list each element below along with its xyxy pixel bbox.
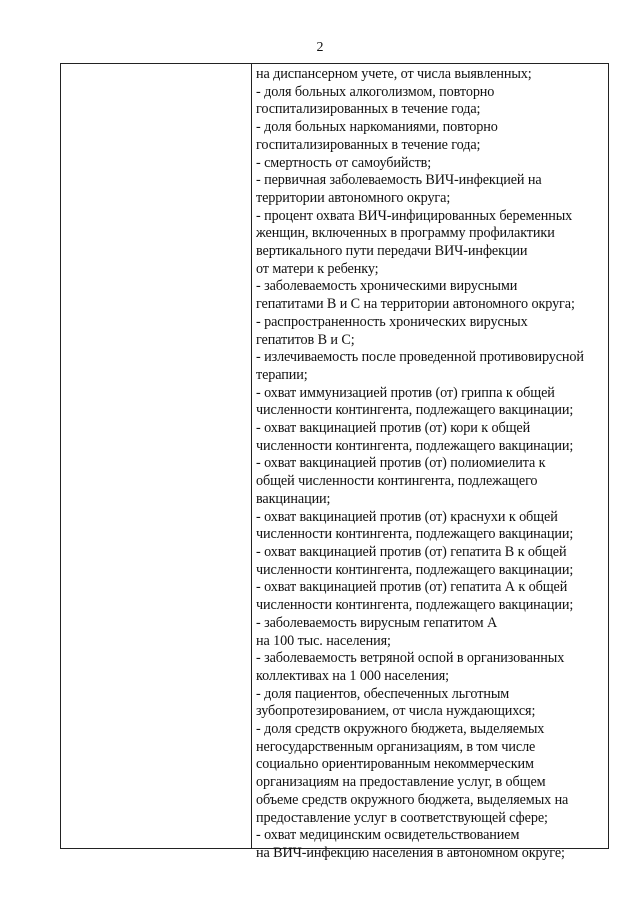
text-line: на диспансерном учете, от числа выявленных; <box>256 66 532 82</box>
text-line: численности контингента, подлежащего вакцинации; <box>256 437 574 454</box>
text-line: вертикального пути передачи ВИЧ-инфекции <box>256 243 528 260</box>
text-line: госпитализированных в течение года; <box>256 136 481 153</box>
text-line: госпитализированных в течение года; <box>256 101 481 118</box>
text-line: негосударственным организациям, в том числе <box>256 738 536 755</box>
text-line: - доля средств окружного бюджета, выделяемых <box>256 721 545 738</box>
text-line: зубопротезированием, от числа нуждающихся; <box>256 703 536 720</box>
document-table <box>60 63 609 861</box>
table-right-cell <box>252 64 608 861</box>
text-line: общей численности контингента, подлежащего <box>256 473 538 490</box>
text-line: на 100 тыс. населения; <box>256 632 391 649</box>
text-line: - заболеваемость ветряной оспой в организованных <box>256 650 565 667</box>
text-line: объеме средств окружного бюджета, выделяемых на <box>256 791 569 808</box>
text-line: - распространенность хронических вирусных <box>256 313 528 330</box>
page-number: 2 <box>316 40 324 55</box>
text-line: терапии; <box>256 366 308 383</box>
text-line: женщин, включенных в программу профилактики <box>256 225 555 242</box>
text-line: гепатитов В и С; <box>256 331 355 348</box>
text-line: - процент охвата ВИЧ-инфицированных беременных <box>256 207 573 224</box>
text-line: - смертность от самоубийств; <box>256 154 432 171</box>
text-line: - доля больных наркоманиями, повторно <box>256 119 498 136</box>
text-line: - доля больных алкоголизмом, повторно <box>256 83 495 100</box>
text-line: - заболеваемость вирусным гепатитом А <box>256 614 498 631</box>
text-line: предоставление услуг в соответствующей сфере; <box>256 809 548 826</box>
text-line: вакцинации; <box>256 490 331 507</box>
text-line: - доля пациентов, обеспеченных льготным <box>256 685 510 702</box>
text-line: численности контингента, подлежащего вакцинации; <box>256 561 574 578</box>
text-line: численности контингента, подлежащего вакцинации; <box>256 597 574 614</box>
text-line: - охват медицинским освидетельствованием <box>256 827 520 844</box>
text-line: - излечиваемость после проведенной противовирусной <box>256 349 584 366</box>
table-left-cell <box>61 64 252 848</box>
text-line: территории автономного округа; <box>256 189 451 206</box>
text-line: - охват иммунизацией против (от) гриппа к общей <box>256 384 555 401</box>
text-line: численности контингента, подлежащего вакцинации; <box>256 402 574 419</box>
text-line: - охват вакцинацией против (от) краснухи к общей <box>256 508 558 525</box>
text-line: от матери к ребенку; <box>256 260 379 277</box>
text-line: социально ориентированным некоммерческим <box>256 756 534 773</box>
text-line: на ВИЧ-инфекцию населения в автономном округе; <box>256 844 565 861</box>
text-line: - охват вакцинацией против (от) гепатита А к общей <box>256 579 568 596</box>
text-line: - охват вакцинацией против (от) кори к общей <box>256 420 531 437</box>
text-line: коллективах на 1 000 населения; <box>256 667 449 684</box>
text-line: - охват вакцинацией против (от) гепатита В к общей <box>256 543 567 560</box>
text-line: - охват вакцинацией против (от) полиомиелита к <box>256 455 546 472</box>
text-line: гепатитами В и С на территории автономного округа; <box>256 296 575 313</box>
text-line: организациям на предоставление услуг, в общем <box>256 774 546 791</box>
text-line: - первичная заболеваемость ВИЧ-инфекцией на <box>256 172 542 189</box>
text-line: - заболеваемость хроническими вирусными <box>256 278 518 295</box>
text-line: численности контингента, подлежащего вакцинации; <box>256 526 574 543</box>
